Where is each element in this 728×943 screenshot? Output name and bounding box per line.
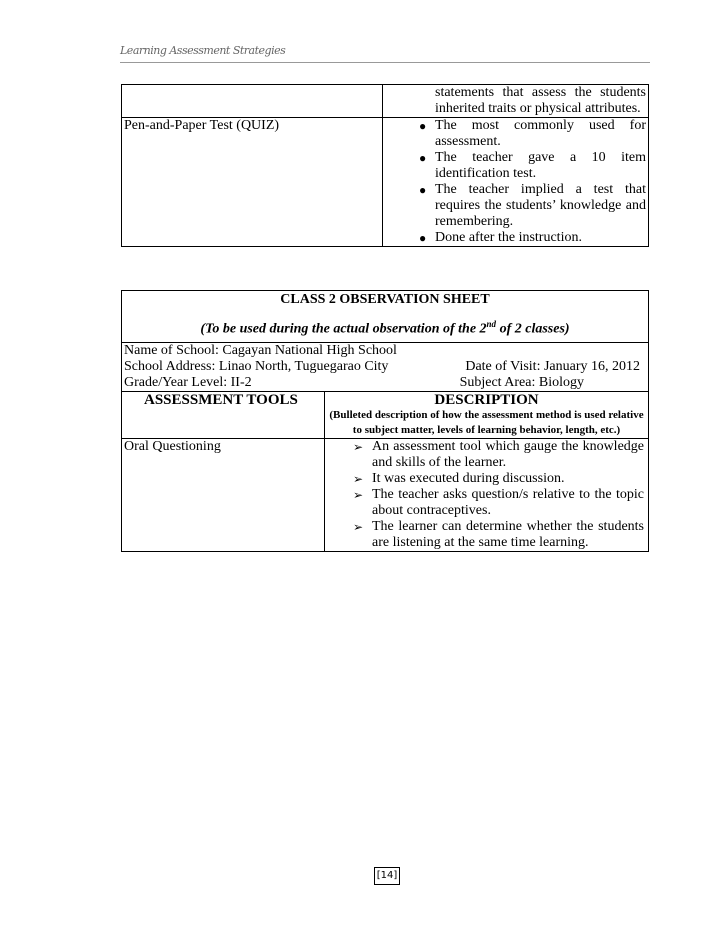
tools-header-cell	[122, 391, 325, 438]
tools-header: ASSESSMENT TOOLS	[144, 391, 298, 408]
table-row	[122, 342, 649, 391]
description-cell	[325, 438, 649, 551]
sheet-title-cell	[122, 291, 649, 343]
assessment-table-continued	[121, 84, 649, 247]
list-item: ● Done after the instruction.	[419, 230, 582, 245]
arrow-bullet-icon: ➢	[353, 471, 364, 486]
continued-description: statements that assess the students inherited traits or physical attributes.	[435, 85, 646, 116]
sheet-title: CLASS 2 OBSERVATION SHEET	[280, 292, 490, 307]
school-name: Name of School: Cagayan National High School	[124, 342, 397, 358]
description-cell	[383, 118, 649, 247]
bullet-icon: ●	[419, 231, 427, 245]
school-address: School Address: Linao North, Tuguegarao City	[124, 358, 389, 374]
description-header: DESCRIPTION	[434, 391, 539, 408]
subject-area: Subject Area: Biology	[459, 374, 584, 390]
running-header: Learning Assessment Strategies	[120, 44, 286, 57]
bullet-list	[385, 118, 646, 246]
table-row	[122, 291, 649, 343]
bullet-icon: ●	[419, 183, 427, 197]
table-row	[122, 118, 649, 247]
observation-sheet-table	[121, 290, 649, 552]
arrow-bullet-icon: ➢	[353, 487, 364, 502]
list-item: ➢ An assessment tool which gauge the knowledge and skills of the learner.	[353, 438, 644, 470]
table-row	[122, 438, 649, 551]
bullet-icon: ●	[419, 151, 427, 165]
tool-cell: Pen-and-Paper Test (QUIZ)	[122, 118, 383, 247]
list-item: ➢ The teacher asks question/s relative to the topic about contraceptives.	[353, 486, 644, 518]
header-rule	[120, 62, 650, 63]
description-header-note: (Bulleted description of how the assessment method is used relative to subject matter, levels of learning behavior, length, etc.)	[329, 408, 644, 436]
bullet-icon: ●	[419, 119, 427, 133]
list-item: ➢ The learner can determine whether the students are listening at the same time learning.	[353, 518, 644, 550]
school-info-cell	[122, 342, 649, 391]
list-item: ● The most commonly used for assessment.	[419, 118, 646, 149]
table-row	[122, 85, 649, 118]
arrow-bullet-icon: ➢	[353, 439, 364, 454]
date-of-visit: Date of Visit: January 16, 2012	[465, 358, 640, 374]
table-header-row	[122, 391, 649, 438]
sheet-subtitle: (To be used during the actual observation of the 2nd of 2 classes)	[200, 319, 570, 337]
arrow-bullet-icon: ➢	[353, 519, 364, 534]
empty-tool-cell	[122, 85, 383, 118]
description-cell	[383, 85, 649, 118]
arrow-bullet-list	[327, 439, 646, 551]
tool-cell: Oral Questioning	[122, 438, 325, 551]
grade-level: Grade/Year Level: II-2	[124, 374, 252, 390]
list-item: ● The teacher gave a 10 item identification test.	[419, 150, 646, 181]
list-item: ● The teacher implied a test that requires the students’ knowledge and remembering.	[419, 182, 646, 229]
page-number: [14]	[374, 867, 400, 885]
description-header-cell	[325, 391, 649, 438]
list-item: ➢ It was executed during discussion.	[353, 470, 565, 486]
